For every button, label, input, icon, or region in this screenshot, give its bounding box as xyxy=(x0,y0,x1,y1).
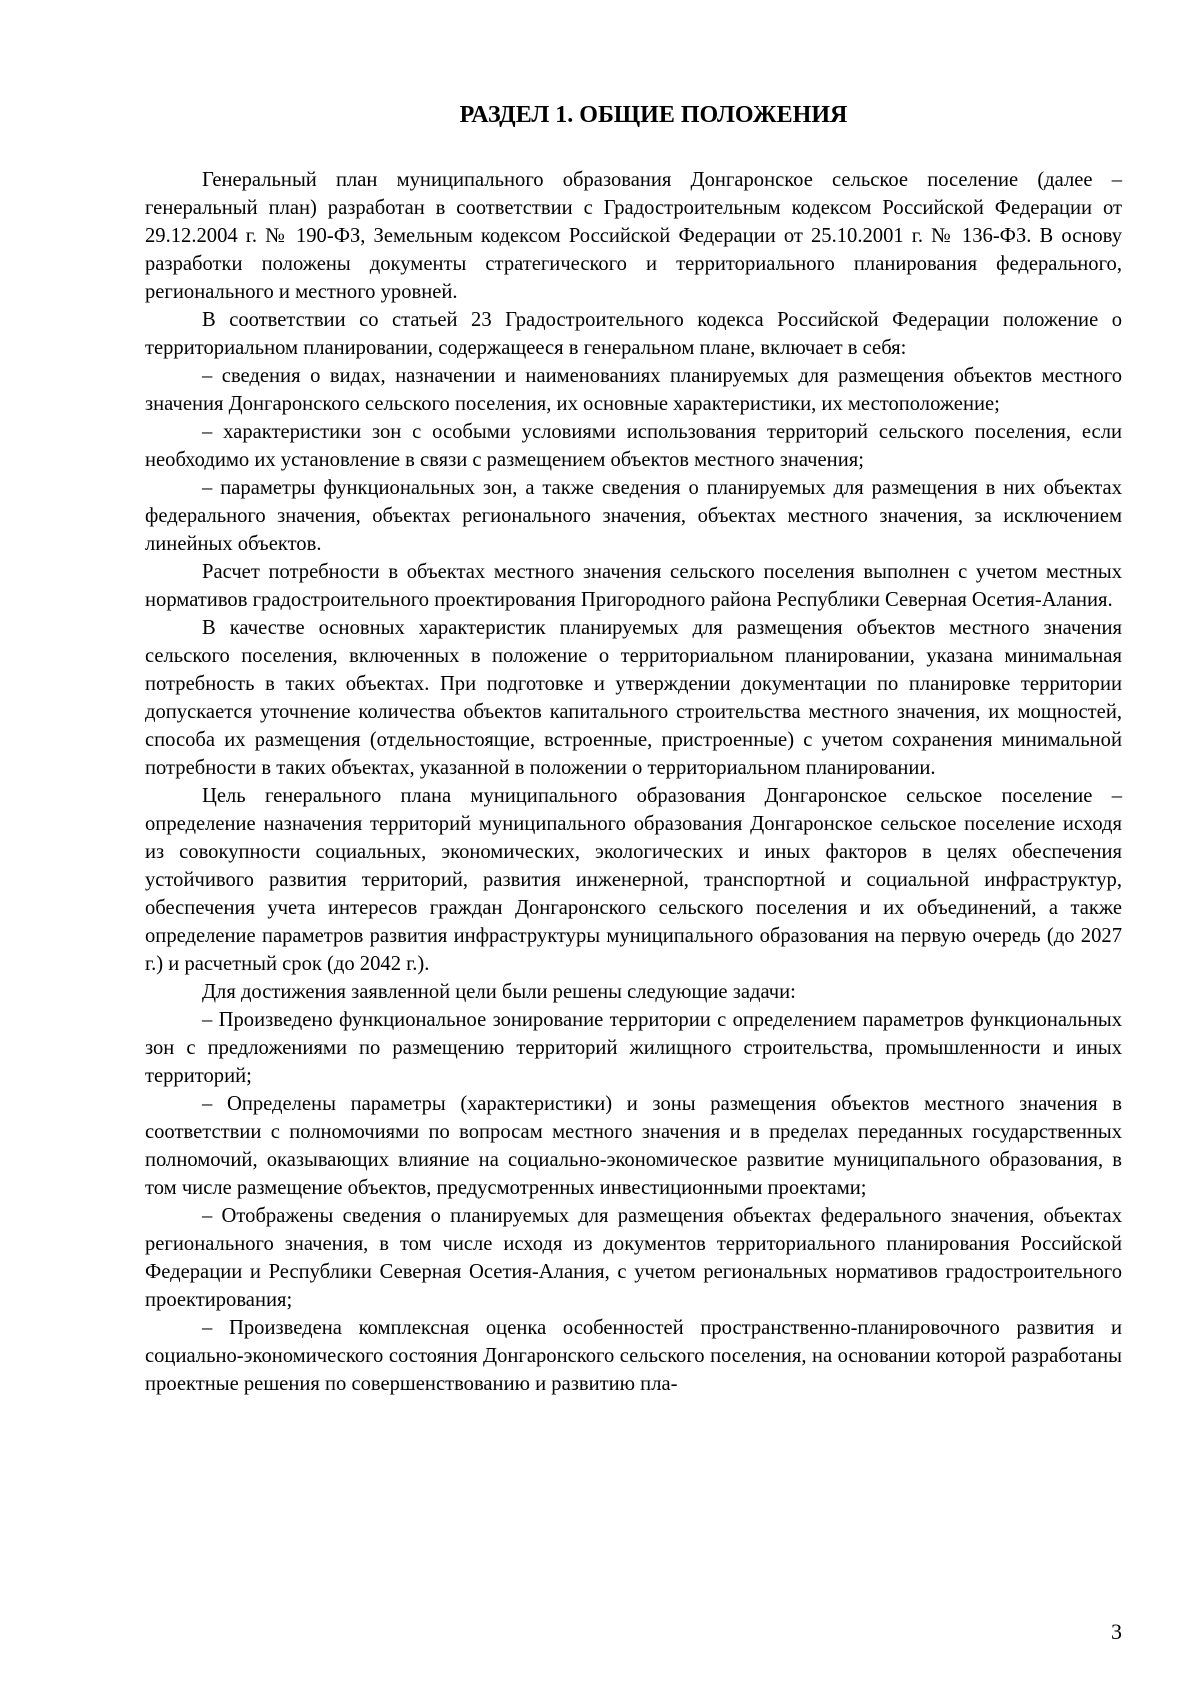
list-item-zoning: – Произведено функциональное зонирование территории с определением параметров функциональных зон с предложениями по размещению территорий жилищного строительства, промышленности и иных территорий; xyxy=(145,1009,1122,1087)
list-item-parameters: – Определены параметры (характеристики) и зоны размещения объектов местного значения в соответствии с полномочиями по вопросам местного значения и в пределах переданных государственных полномочий, оказывающих влияние на социально-экономическое развитие муниципального образования, в том числе размещение объектов, предусмотренных инвестиционными проектами; xyxy=(145,1093,1122,1199)
list-item-functional-zones: – параметры функциональных зон, а также сведения о планируемых для размещения в них объектах федерального значения, объектах регионального значения, объектах местного значения, за исключением линейных объектов. xyxy=(145,477,1122,555)
paragraph-tasks-intro: Для достижения заявленной цели были решены следующие задачи: xyxy=(202,981,796,1003)
list-item-objects-info: – сведения о видах, назначении и наименованиях планируемых для размещения объектов местного значения Донгаронского сельского поселения, их основные характеристики, их местоположение; xyxy=(145,365,1122,415)
list-item-federal-objects: – Отображены сведения о планируемых для размещения объектах федерального значения, объектах регионального значения, в том числе исходя из документов территориального планирования Российской Федерации и Республики Северная Осетия-Алания, с учетом региональных нормативов градостроительного проектирования; xyxy=(145,1205,1122,1311)
list-item-zones-characteristics: – характеристики зон с особыми условиями использования территорий сельского поселения, если необходимо их установление в связи с размещением объектов местного значения; xyxy=(145,421,1122,471)
paragraph-main-characteristics: В качестве основных характеристик планируемых для размещения объектов местного значения сельского поселения, включенных в положение о территориальном планировании, указана минимальная потребность в таких объектах. При подготовке и утверждении документации по планировке территории допускается уточнение количества объектов капитального строительства местного значения, их мощностей, способа их размещения (отдельностоящие, встроенные, пристроенные) с учетом сохранения минимальной потребности в таких объектах, указанной в положении о территориальном планировании. xyxy=(145,617,1122,779)
paragraph-article-23: В соответствии со статьей 23 Градостроительного кодекса Российской Федерации положение о территориальном планировании, содержащееся в генеральном плане, включает в себя: xyxy=(145,309,1122,359)
paragraph-intro: Генеральный план муниципального образования Донгаронское сельское поселение (далее – генеральный план) разработан в соответствии с Градостроительным кодексом Российской Федерации от 29.12.2004 г. № 190-ФЗ, Земельным кодексом Российской Федерации от 25.10.2001 г. № 136-ФЗ. В основу разработки положены документы стратегического и территориального планирования федерального, регионального и местного уровней. xyxy=(145,169,1122,303)
paragraph-calculation: Расчет потребности в объектах местного значения сельского поселения выполнен с учетом местных нормативов градостроительного проектирования Пригородного района Республики Северная Осетия-Алания. xyxy=(145,561,1122,611)
paragraph-goal: Цель генерального плана муниципального образования Донгаронское сельское поселение – определение назначения территорий муниципального образования Донгаронское сельское поселение исходя из совокупности социальных, экономических, экологических и иных факторов в целях обеспечения устойчивого развития территорий, развития инженерной, транспортной и социальной инфраструктур, обеспечения учета интересов граждан Донгаронского сельского поселения и их объединений, а также определение параметров развития инфраструктуры муниципального образования на первую очередь (до 2027 г.) и расчетный срок (до 2042 г.). xyxy=(145,785,1122,975)
document-body xyxy=(145,100,1122,1398)
section-heading: РАЗДЕЛ 1. ОБЩИЕ ПОЛОЖЕНИЯ xyxy=(459,102,848,128)
page-number: 3 xyxy=(1111,1619,1122,1644)
list-item-assessment: – Произведена комплексная оценка особенностей пространственно-планировочного развития и социально-экономического состояния Донгаронского сельского поселения, на основании которой разработаны проектные решения по совершенствованию и развитию пла- xyxy=(145,1317,1122,1395)
